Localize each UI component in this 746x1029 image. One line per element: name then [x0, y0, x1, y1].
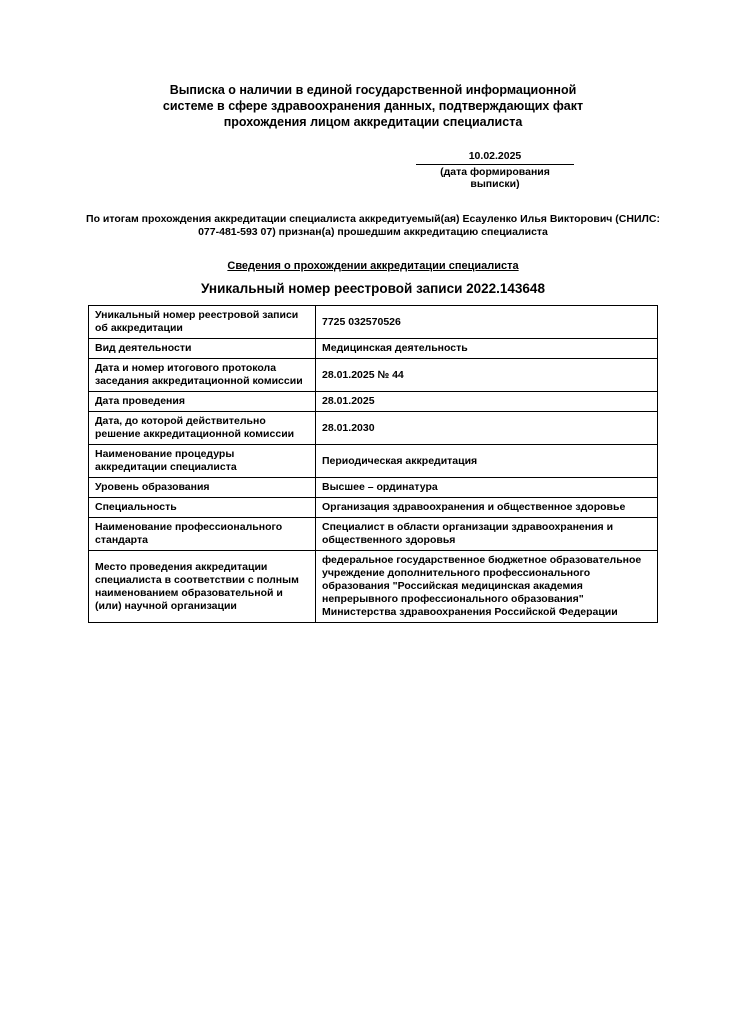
row-value: 28.01.2025: [316, 392, 658, 412]
row-label: Дата проведения: [89, 392, 316, 412]
section-heading: Сведения о прохождении аккредитации специалиста: [227, 260, 519, 272]
row-value: Периодическая аккредитация: [316, 445, 658, 478]
table-row: [89, 306, 658, 339]
table-row: [89, 392, 658, 412]
extract-date-block: [416, 150, 574, 190]
accreditation-table-body: [89, 306, 658, 623]
row-label: Вид деятельности: [89, 339, 316, 359]
row-value: 7725 032570526: [316, 306, 658, 339]
row-label: Уровень образования: [89, 478, 316, 498]
table-row: [89, 339, 658, 359]
row-value: 28.01.2030: [316, 412, 658, 445]
accreditation-table: [88, 305, 658, 623]
extract-date: 10.02.2025: [416, 150, 574, 165]
document-title: [0, 82, 746, 130]
row-label: Наименование процедуры аккредитации специалиста: [89, 445, 316, 478]
document-title-line: системе в сфере здравоохранения данных, подтверждающих факт: [162, 99, 584, 113]
row-label: Уникальный номер реестровой записи об аккредитации: [89, 306, 316, 339]
table-row: [89, 498, 658, 518]
table-row: [89, 359, 658, 392]
intro-paragraph: По итогам прохождения аккредитации специалиста аккредитуемый(ая) Есауленко Илья Викторович (СНИЛС: 077-481-593 07) признан(а) прошедшим аккредитацию специалиста: [86, 213, 660, 238]
registry-number-heading: Уникальный номер реестровой записи 2022.143648: [201, 281, 545, 296]
table-row: [89, 551, 658, 623]
row-label: Наименование профессионального стандарта: [89, 518, 316, 551]
row-value: 28.01.2025 № 44: [316, 359, 658, 392]
row-label: Дата и номер итогового протокола заседания аккредитационной комиссии: [89, 359, 316, 392]
table-row: [89, 412, 658, 445]
row-value: Высшее – ординатура: [316, 478, 658, 498]
row-label: Место проведения аккредитации специалиста в соответствии с полным наименованием образовательной и (или) научной организации: [89, 551, 316, 623]
row-value: Медицинская деятельность: [316, 339, 658, 359]
table-row: [89, 518, 658, 551]
document-title-line: Выписка о наличии в единой государственной информационной: [169, 83, 577, 97]
row-value: Специалист в области организации здравоохранения и общественного здоровья: [316, 518, 658, 551]
table-row: [89, 478, 658, 498]
extract-date-caption: (дата формирования выписки): [440, 166, 550, 190]
document-title-line: прохождения лицом аккредитации специалиста: [223, 115, 523, 129]
row-label: Дата, до которой действительно решение аккредитационной комиссии: [89, 412, 316, 445]
row-value: федеральное государственное бюджетное образовательное учреждение дополнительного профессионального образования "Российская медицинская академия непрерывного профессионального образования" Министерства здравоохранения Российской Федерации: [316, 551, 658, 623]
row-label: Специальность: [89, 498, 316, 518]
row-value: Организация здравоохранения и общественное здоровье: [316, 498, 658, 518]
table-row: [89, 445, 658, 478]
